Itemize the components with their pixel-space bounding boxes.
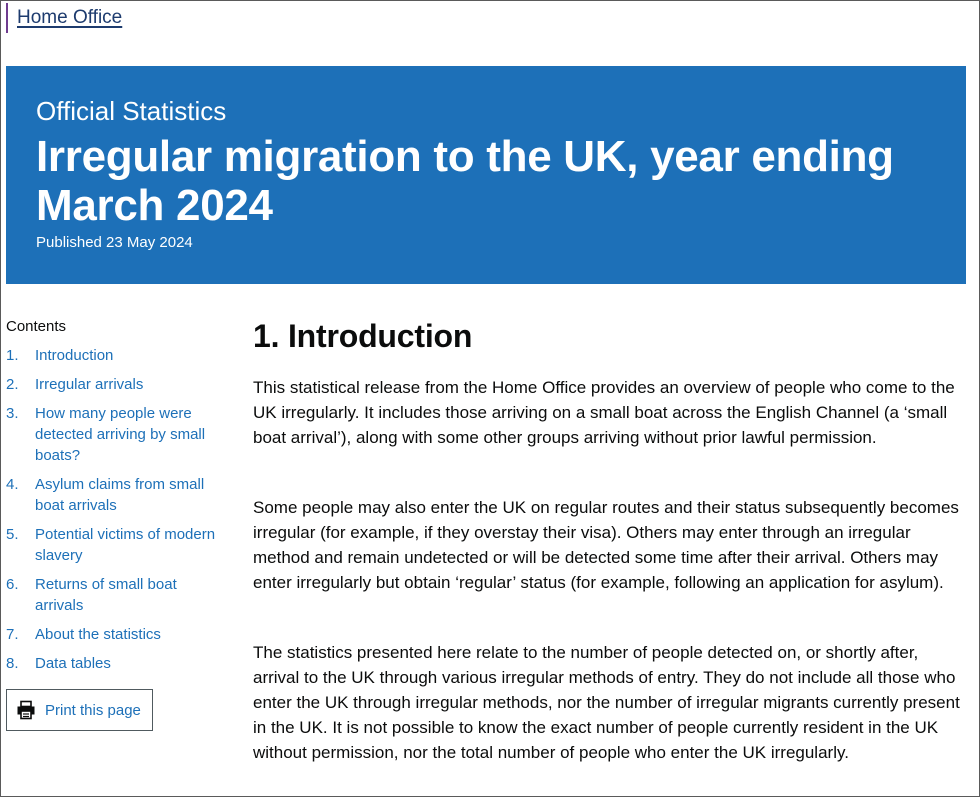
toc-number: 5. (6, 526, 19, 543)
toc-link-introduction[interactable]: Introduction (35, 347, 114, 364)
toc-link-modern-slavery[interactable]: Potential victims of modern slavery (35, 526, 216, 564)
document-type: Official Statistics (36, 96, 227, 126)
home-office-link[interactable]: Home Office (17, 7, 123, 28)
toc-number: 4. (6, 476, 19, 493)
toc-number: 3. (6, 405, 19, 422)
toc-link-small-boats[interactable]: How many people were detected arriving by small boats? (35, 405, 206, 464)
page-title: Irregular migration to the UK, year ending March 2024 (36, 132, 894, 230)
published-date: Published 23 May 2024 (36, 234, 193, 251)
organisation-logo-link (6, 3, 122, 33)
toc-link-returns[interactable]: Returns of small boat arrivals (35, 576, 177, 614)
body-paragraph: Some people may also enter the UK on regular routes and their status subsequently becomes irregular (for example, if they overstay their visa). Others may enter through an irregular method and remain undetected or will be detected some time after their arrival. Others may enter irregularly but obtain ‘regular’ status (for example, following an application for asylum). (253, 498, 959, 592)
main-content (253, 316, 965, 762)
toc-item (6, 374, 224, 395)
toc-item (6, 653, 224, 674)
toc-link-irregular-arrivals[interactable]: Irregular arrivals (35, 376, 144, 393)
toc-number: 6. (6, 576, 19, 593)
toc-number: 7. (6, 626, 19, 643)
toc-item (6, 574, 224, 616)
toc-link-about-statistics[interactable]: About the statistics (35, 626, 161, 643)
title-banner (6, 66, 966, 284)
toc-list (6, 345, 224, 674)
toc-link-asylum-claims[interactable]: Asylum claims from small boat arrivals (35, 476, 205, 514)
toc-item (6, 524, 224, 566)
toc-item (6, 474, 224, 516)
section-heading: 1. Introduction (253, 318, 473, 354)
body-paragraph: This statistical release from the Home Office provides an overview of people who come to the UK irregularly. It includes those arriving on a small boat across the English Channel (a ‘small boat arrival’), along with some other groups arriving without prior lawful permission. (253, 378, 955, 447)
body-paragraph: The statistics presented here relate to the number of people detected on, or shortly after, arrival to the UK through various irregular methods of entry. They do not include all those who enter the UK through irregular methods, nor the number of irregular migrants currently present in the UK. It is not possible to know the exact number of people currently resident in the UK without permission, nor the total number of people who enter the UK irregularly. (253, 643, 960, 762)
printer-icon (16, 700, 36, 720)
toc-number: 1. (6, 347, 19, 364)
contents-list (6, 316, 224, 682)
toc-number: 2. (6, 376, 19, 393)
toc-item (6, 403, 224, 466)
toc-number: 8. (6, 655, 19, 672)
print-page-label: Print this page (45, 701, 141, 719)
print-page-button[interactable] (6, 689, 153, 731)
contents-heading: Contents (6, 318, 67, 335)
toc-item (6, 624, 224, 645)
toc-link-data-tables[interactable]: Data tables (35, 655, 111, 672)
toc-item (6, 345, 224, 366)
